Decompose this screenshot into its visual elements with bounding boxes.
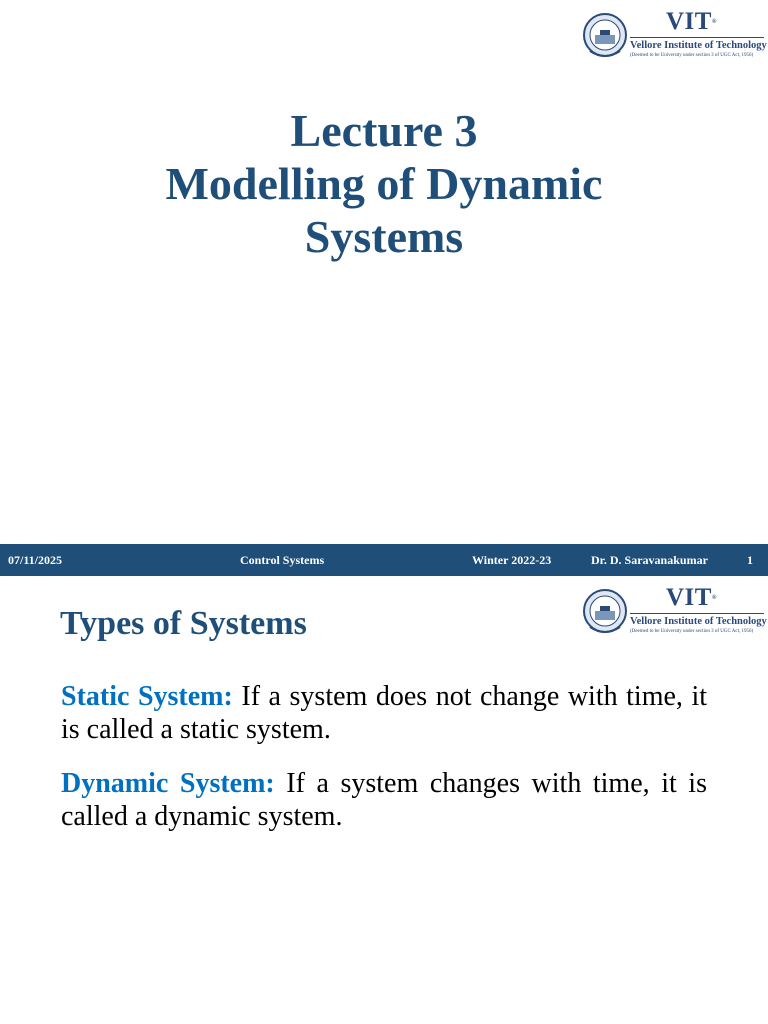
- brand-name: VIT®: [666, 8, 717, 35]
- university-seal-icon: [582, 11, 628, 61]
- title-line-1: Lecture 3: [290, 105, 478, 156]
- slide-body: [61, 680, 707, 854]
- footer-page-number: 1: [747, 553, 753, 567]
- footer-term: Winter 2022-23: [472, 553, 552, 567]
- brand-name: VIT®: [666, 584, 717, 611]
- vit-logo: [582, 8, 767, 61]
- title-line-3: Systems: [304, 211, 464, 262]
- dynamic-system-term: Dynamic System:: [61, 768, 275, 799]
- brand-note: (Deemed to be University under section 3 of UGC Act, 1956): [630, 53, 754, 58]
- brand-note: (Deemed to be University under section 3 of UGC Act, 1956): [630, 629, 754, 634]
- slide-footer: [0, 544, 768, 576]
- static-system-paragraph: [61, 680, 707, 746]
- university-seal-icon: [582, 587, 628, 637]
- slide-title: [84, 104, 684, 263]
- brand-full-name: Vellore Institute of Technology: [630, 40, 767, 51]
- brand-divider: [630, 37, 764, 38]
- footer-date: 07/11/2025: [8, 553, 63, 567]
- brand-full-name: Vellore Institute of Technology: [630, 616, 767, 627]
- content-slide: [0, 576, 768, 1024]
- slide-heading: Types of Systems: [60, 605, 307, 642]
- footer-course: Control Systems: [240, 553, 325, 567]
- vit-logo: [582, 584, 767, 637]
- dynamic-system-definition: If a system changes with time, it is called a dynamic system.: [61, 768, 707, 832]
- dynamic-system-paragraph: [61, 767, 707, 833]
- footer-author: Dr. D. Saravanakumar: [591, 553, 708, 567]
- brand-text: [630, 584, 767, 635]
- brand-text: [630, 8, 767, 59]
- brand-divider: [630, 613, 764, 614]
- static-system-definition: If a system does not change with time, it is called a static system.: [61, 681, 707, 745]
- title-line-2: Modelling of Dynamic: [165, 158, 603, 209]
- static-system-term: Static System:: [61, 681, 233, 712]
